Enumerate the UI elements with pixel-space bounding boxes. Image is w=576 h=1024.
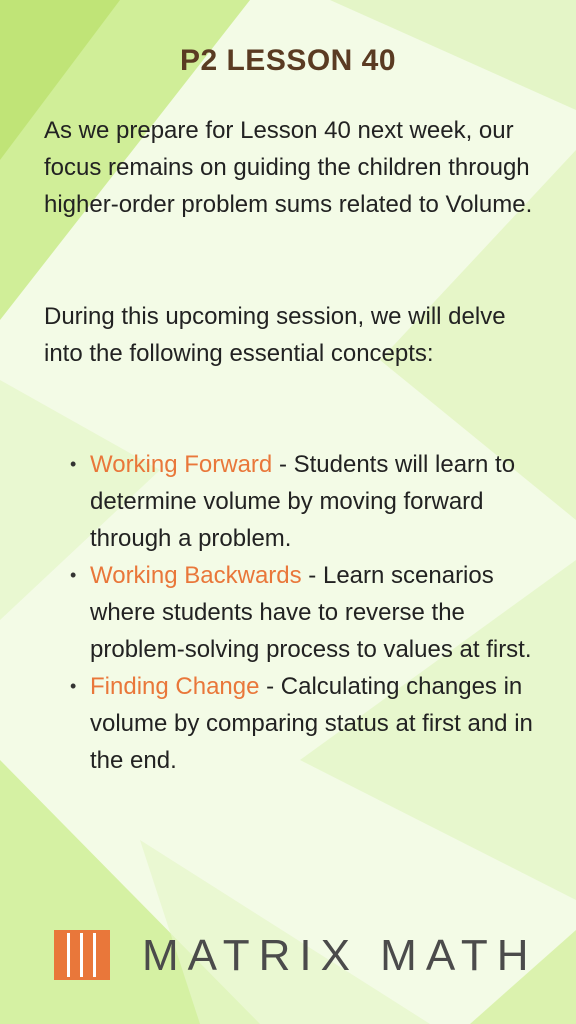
concept-description: - Students will learn to determine volume by moving forward through a problem. [90,451,516,552]
concept-description: - Learn scenarios where students have to reverse the problem-solving process to values at first. [90,562,532,663]
concept-description: - Calculating changes in volume by comparing status at first and in the end. [90,673,533,774]
concept-term: Working Backwards [90,562,302,589]
concept-term: Finding Change [90,673,260,700]
list-item [90,446,550,557]
page-title: P2 LESSON 40 [179,44,397,77]
logo-bars-icon [54,930,110,980]
concepts-list [90,446,550,779]
matrix-math-logo [54,928,554,988]
logo-text: MATRIX MATH [142,931,538,980]
concept-term: Working Forward [90,451,273,478]
intro-paragraph: As we prepare for Lesson 40 next week, our focus remains on guiding the children through higher-order problem sums related to Volume. [44,117,533,218]
list-item [90,668,550,779]
list-item [90,557,550,668]
session-paragraph: During this upcoming session, we will delve into the following essential concepts: [44,303,506,367]
